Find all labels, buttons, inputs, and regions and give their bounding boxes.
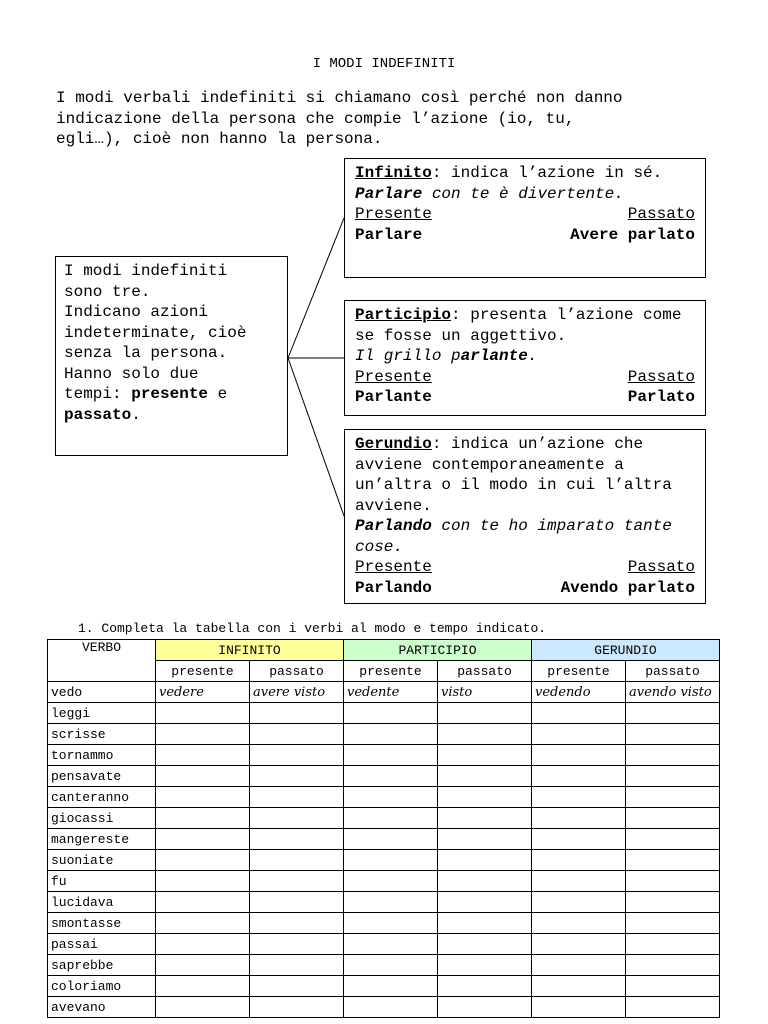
answer-cell[interactable] [344, 976, 438, 997]
infinito-example: Parlare con te è divertente. [355, 184, 624, 203]
summary-line: passato. [64, 405, 141, 424]
tense-header: passato [626, 661, 720, 682]
answer-cell[interactable] [626, 724, 720, 745]
answer-cell[interactable] [250, 808, 344, 829]
presente-term: presente [131, 385, 209, 403]
answer-cell[interactable] [626, 766, 720, 787]
answer-cell[interactable] [344, 850, 438, 871]
tense-header: presente [156, 661, 250, 682]
table-row [48, 682, 720, 703]
answer-cell[interactable]: visto [438, 682, 532, 703]
mode-header-gerundio: GERUNDIO [532, 640, 720, 661]
answer-cell[interactable] [626, 955, 720, 976]
table-row [48, 892, 720, 913]
verb-cell: tornammo [48, 745, 156, 766]
answer-cell[interactable] [344, 766, 438, 787]
answer-cell[interactable] [156, 934, 250, 955]
answer-cell[interactable] [250, 913, 344, 934]
infinito-labels: Presente Passato [355, 205, 695, 223]
answer-cell[interactable] [250, 745, 344, 766]
answer-cell[interactable] [438, 808, 532, 829]
verb-cell: giocassi [48, 808, 156, 829]
answer-cell[interactable] [532, 745, 626, 766]
answer-cell[interactable] [438, 934, 532, 955]
answer-cell[interactable] [626, 703, 720, 724]
infinito-values: Parlare Avere parlato [355, 225, 695, 244]
answer-cell[interactable] [250, 934, 344, 955]
answer-cell[interactable]: avere visto [250, 682, 344, 703]
answer-cell[interactable] [344, 829, 438, 850]
answer-cell[interactable] [438, 829, 532, 850]
answer-cell[interactable] [626, 745, 720, 766]
answer-cell[interactable] [156, 829, 250, 850]
participio-term: Participio [355, 306, 452, 324]
summary-line: Hanno solo due [64, 364, 199, 383]
answer-cell[interactable] [250, 787, 344, 808]
answer-cell[interactable] [344, 892, 438, 913]
answer-cell[interactable] [250, 829, 344, 850]
answer-cell[interactable] [250, 892, 344, 913]
answer-cell[interactable] [156, 871, 250, 892]
answer-cell[interactable] [156, 892, 250, 913]
participio-values: Parlante Parlato [355, 388, 695, 406]
verb-cell: vedo [48, 682, 156, 703]
answer-cell[interactable] [532, 892, 626, 913]
summary-line: tempi: presente e [64, 385, 228, 403]
summary-line: I modi indefiniti [64, 262, 228, 280]
answer-cell[interactable] [344, 997, 438, 1018]
answer-cell[interactable] [156, 703, 250, 724]
answer-cell[interactable] [532, 787, 626, 808]
gerundio-term: Gerundio [355, 435, 432, 453]
gerundio-box [344, 429, 706, 604]
intro-paragraph: I modi verbali indefiniti si chiamano così perché non danno indicazione della persona che compie l’azione (io, tu, egli…), cioè non hanno la persona. [56, 89, 623, 148]
summary-line: senza la persona. [64, 344, 228, 362]
verb-cell: leggi [48, 703, 156, 724]
page-title: I MODI INDEFINITI [312, 56, 456, 72]
answer-cell[interactable] [626, 787, 720, 808]
table-row [48, 808, 720, 829]
verb-cell: fu [48, 871, 156, 892]
verb-cell: smontasse [48, 913, 156, 934]
mode-header-row [48, 640, 720, 661]
answer-cell[interactable] [250, 871, 344, 892]
answer-cell[interactable] [438, 913, 532, 934]
verb-cell: saprebbe [48, 955, 156, 976]
gerundio-labels: Presente Passato [355, 558, 695, 576]
answer-cell[interactable] [156, 766, 250, 787]
answer-cell[interactable] [532, 955, 626, 976]
table-row [48, 913, 720, 934]
answer-cell[interactable] [156, 976, 250, 997]
answer-cell[interactable] [438, 703, 532, 724]
infinito-box [344, 158, 706, 278]
verb-header: VERBO [48, 640, 156, 682]
verb-cell: canteranno [48, 787, 156, 808]
table-row [48, 934, 720, 955]
gerundio-example: Parlando con te ho imparato tante cose. [355, 517, 672, 556]
answer-cell[interactable] [438, 787, 532, 808]
table-row [48, 997, 720, 1018]
answer-cell[interactable] [532, 913, 626, 934]
answer-cell[interactable] [532, 871, 626, 892]
tense-header: presente [344, 661, 438, 682]
answer-cell[interactable]: vedendo [532, 682, 626, 703]
table-row [48, 829, 720, 850]
answer-cell[interactable] [344, 913, 438, 934]
verb-cell: lucidava [48, 892, 156, 913]
answer-cell[interactable] [344, 934, 438, 955]
answer-cell[interactable] [438, 766, 532, 787]
answer-cell[interactable] [438, 871, 532, 892]
table-row [48, 766, 720, 787]
verb-cell: avevano [48, 997, 156, 1018]
answer-cell[interactable]: avendo visto [626, 682, 720, 703]
connector-gerundio [288, 358, 344, 516]
answer-cell[interactable] [344, 955, 438, 976]
infinito-definition: : indica l’azione in sé. [431, 164, 663, 182]
answer-cell[interactable] [250, 955, 344, 976]
summary-line: Indicano azioni [64, 303, 209, 321]
participio-example: Il grillo parlante. [355, 347, 538, 365]
answer-cell[interactable] [626, 892, 720, 913]
exercise-instruction: 1. Completa la tabella con i verbi al modo e tempo indicato. [78, 621, 547, 636]
answer-cell[interactable] [532, 766, 626, 787]
answer-cell[interactable] [438, 955, 532, 976]
tense-header: passato [250, 661, 344, 682]
answer-cell[interactable] [626, 808, 720, 829]
answer-cell[interactable] [532, 934, 626, 955]
tense-header: passato [438, 661, 532, 682]
answer-cell[interactable] [250, 997, 344, 1018]
answer-cell[interactable] [532, 703, 626, 724]
verb-cell: suoniate [48, 850, 156, 871]
gerundio-values: Parlando Avendo parlato [355, 578, 695, 597]
summary-line: indeterminate, cioè [64, 323, 247, 342]
answer-cell[interactable] [626, 997, 720, 1018]
answer-cell[interactable] [156, 997, 250, 1018]
answer-cell[interactable] [626, 829, 720, 850]
answer-cell[interactable] [626, 976, 720, 997]
mode-header-participio: PARTICIPIO [344, 640, 532, 661]
table-row [48, 871, 720, 892]
answer-cell[interactable] [250, 766, 344, 787]
table-row [48, 724, 720, 745]
answer-cell[interactable] [532, 808, 626, 829]
answer-cell[interactable] [626, 850, 720, 871]
verb-cell: scrisse [48, 724, 156, 745]
summary-box [55, 256, 288, 456]
gerundio-definition: : indica un’azione che avviene contemporaneamente a un’altra o il modo in cui l’altra avviene. [355, 435, 672, 515]
table-row [48, 787, 720, 808]
participio-labels: Presente Passato [355, 367, 695, 386]
answer-cell[interactable] [626, 871, 720, 892]
answer-cell[interactable] [344, 871, 438, 892]
answer-cell[interactable] [532, 850, 626, 871]
verb-table [47, 639, 720, 1018]
answer-cell[interactable] [626, 934, 720, 955]
table-row [48, 703, 720, 724]
answer-cell[interactable] [250, 724, 344, 745]
answer-cell[interactable] [156, 787, 250, 808]
tense-header: presente [532, 661, 626, 682]
answer-cell[interactable] [156, 745, 250, 766]
answer-cell[interactable] [156, 850, 250, 871]
answer-cell[interactable] [438, 745, 532, 766]
answer-cell[interactable] [250, 703, 344, 724]
answer-cell[interactable] [344, 703, 438, 724]
answer-cell[interactable] [532, 976, 626, 997]
answer-cell[interactable] [438, 997, 532, 1018]
answer-cell[interactable] [532, 829, 626, 850]
participio-box [344, 300, 706, 416]
table-row [48, 976, 720, 997]
table-row [48, 850, 720, 871]
answer-cell[interactable] [156, 913, 250, 934]
answer-cell[interactable] [344, 808, 438, 829]
answer-cell[interactable] [344, 724, 438, 745]
answer-cell[interactable] [156, 955, 250, 976]
participio-definition: : presenta l’azione come se fosse un aggettivo. [355, 306, 682, 345]
answer-cell[interactable] [250, 976, 344, 997]
summary-line: sono tre. [64, 282, 151, 301]
answer-cell[interactable] [532, 724, 626, 745]
passato-term: passato [64, 405, 132, 424]
verb-cell: coloriamo [48, 976, 156, 997]
answer-cell[interactable] [250, 850, 344, 871]
answer-cell[interactable] [532, 997, 626, 1018]
answer-cell[interactable] [438, 724, 532, 745]
answer-cell[interactable] [438, 976, 532, 997]
answer-cell[interactable] [344, 787, 438, 808]
mode-header-infinito: INFINITO [156, 640, 344, 661]
table-row [48, 745, 720, 766]
verb-cell: passai [48, 934, 156, 955]
verb-cell: pensavate [48, 766, 156, 787]
answer-cell[interactable] [626, 913, 720, 934]
answer-cell[interactable] [156, 724, 250, 745]
answer-cell[interactable] [438, 892, 532, 913]
answer-cell[interactable]: vedere [156, 682, 250, 703]
answer-cell[interactable] [438, 850, 532, 871]
answer-cell[interactable] [344, 745, 438, 766]
answer-cell[interactable] [156, 808, 250, 829]
infinito-term: Infinito [355, 164, 432, 182]
verb-cell: mangereste [48, 829, 156, 850]
table-row [48, 955, 720, 976]
connector-infinito [288, 218, 344, 358]
answer-cell[interactable]: vedente [344, 682, 438, 703]
